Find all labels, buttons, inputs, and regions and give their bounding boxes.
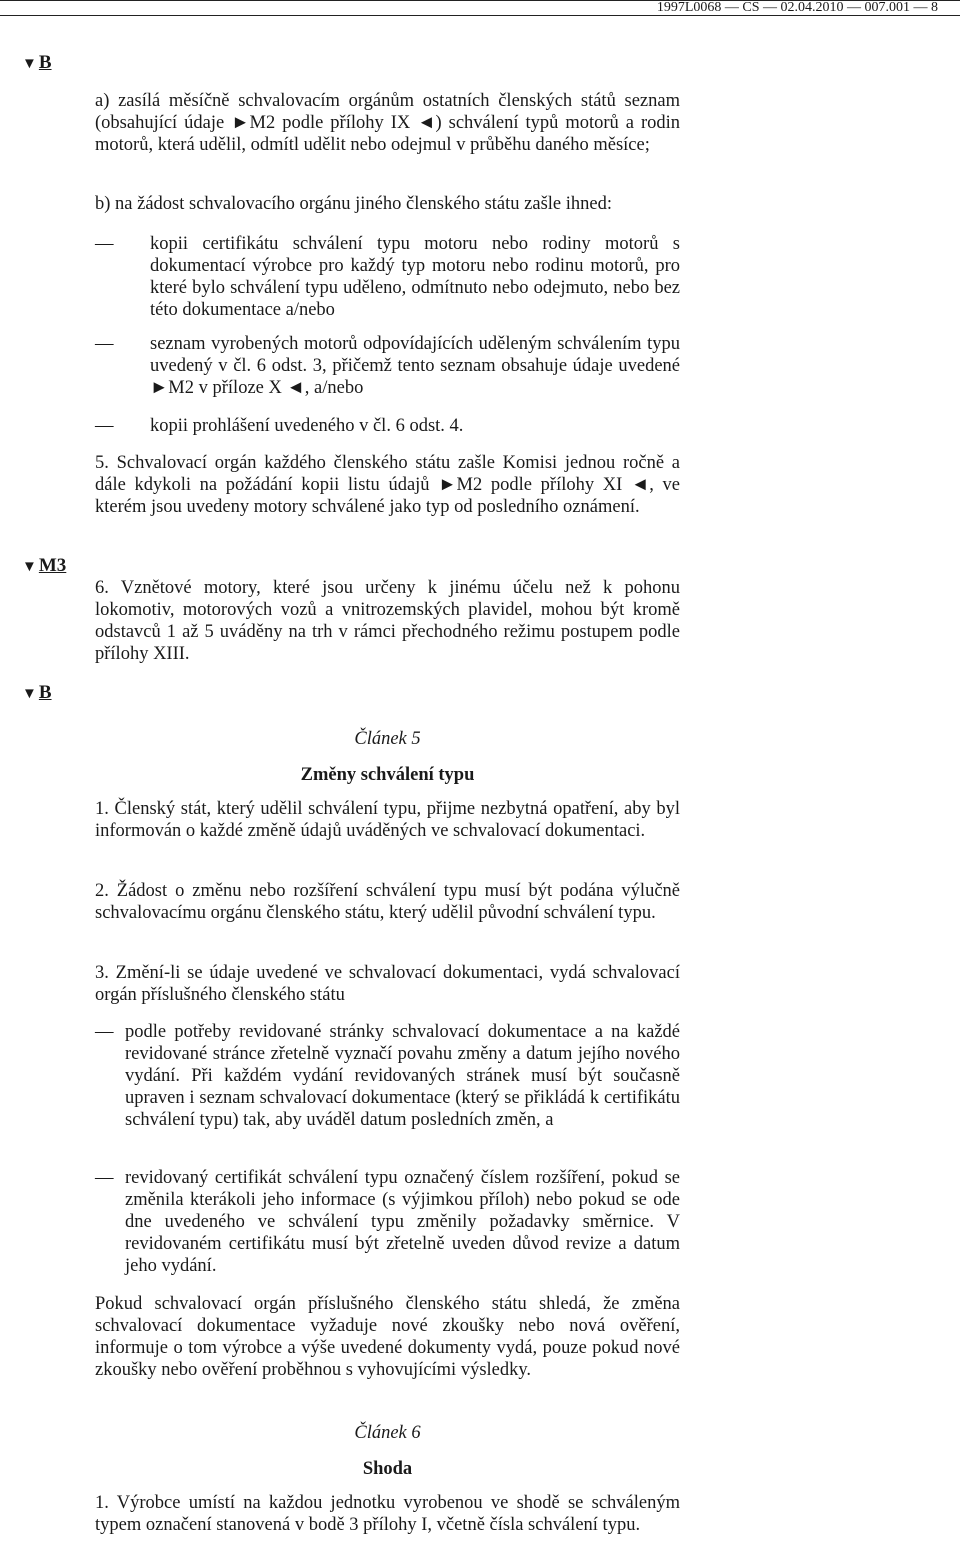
- article-number: Článek 5: [354, 729, 421, 749]
- article5-closing-paragraph: Pokud schvalovací orgán příslušného členského státu shledá, že změna schvalovací dokumentace vyžaduje nové zkoušky nebo nová ověření, informuje o tom výrobce a výše uvedené dokumenty vydá, pouze pokud nové zkoušky nebo ověření proběhnou s vyhovujícími výsledky.: [95, 1294, 680, 1380]
- dash-marker: —: [95, 1168, 114, 1188]
- article-title: Změny schválení typu: [300, 765, 475, 785]
- document-header: [0, 0, 960, 16]
- dash-marker: —: [95, 234, 114, 254]
- article-number: Článek 6: [354, 1423, 421, 1443]
- article5-paragraph-3: 3. Změní-li se údaje uvedené ve schvalovací dokumentaci, vydá schvalovací orgán příslušného členského státu: [95, 963, 680, 1005]
- paragraph-6: 6. Vznětové motory, které jsou určeny k jinému účelu než k pohonu lokomotiv, motorových vozů a vnitrozemských plavidel, mohou být kromě odstavců 1 až 5 uváděny na trh v rámci přechodného režimu postupem podle přílohy XIII.: [95, 578, 680, 664]
- dash-marker: —: [95, 1022, 114, 1042]
- paragraph-b: b) na žádost schvalovacího orgánu jiného členského státu zašle ihned:: [95, 194, 612, 214]
- dash-marker: —: [95, 416, 114, 436]
- triangle-down-icon: ▼: [22, 56, 37, 72]
- article5-paragraph-2: 2. Žádost o změnu nebo rozšíření schválení typu musí být podána výlučně schvalovacímu orgánu členského státu, který udělil původní schválení typu.: [95, 881, 680, 923]
- triangle-down-icon: ▼: [22, 559, 37, 575]
- amendment-marker-b: ▼ B: [22, 52, 52, 73]
- article6-paragraph-1: 1. Výrobce umístí na každou jednotku vyrobenou ve shodě se schváleným typem označení stanovená v bodě 3 přílohy I, včetně čísla schválení typu.: [95, 1493, 680, 1535]
- document-reference: 1997L0068 — CS — 02.04.2010 — 007.001 — 8: [656, 0, 938, 15]
- paragraph-5: 5. Schvalovací orgán každého členského státu zašle Komisi jednou ročně a dále kdykoli na požádání kopii listu údajů ►M2 podle přílohy XI ◄, ve kterém jsou uvedeny motory schválené jako typ od posledního oznámení.: [95, 453, 680, 517]
- paragraph-a: a) zasílá měsíčně schvalovacím orgánům ostatních členských států seznam (obsahující údaje ►M2 podle přílohy IX ◄) schválení typů motorů a rodin motorů, která udělil, odmítl udělit nebo odejmul v průběhu daného měsíce;: [95, 91, 680, 155]
- amendment-marker-m3: ▼ M3: [22, 555, 67, 576]
- dash-marker: —: [95, 334, 114, 354]
- article-title: Shoda: [362, 1459, 413, 1479]
- amendment-marker-b: ▼ B: [22, 682, 52, 703]
- triangle-down-icon: ▼: [22, 686, 37, 702]
- article5-paragraph-1: 1. Členský stát, který udělil schválení typu, přijme nezbytná opatření, aby byl informován o každé změně údajů uváděných ve schvalovací dokumentaci.: [95, 799, 680, 841]
